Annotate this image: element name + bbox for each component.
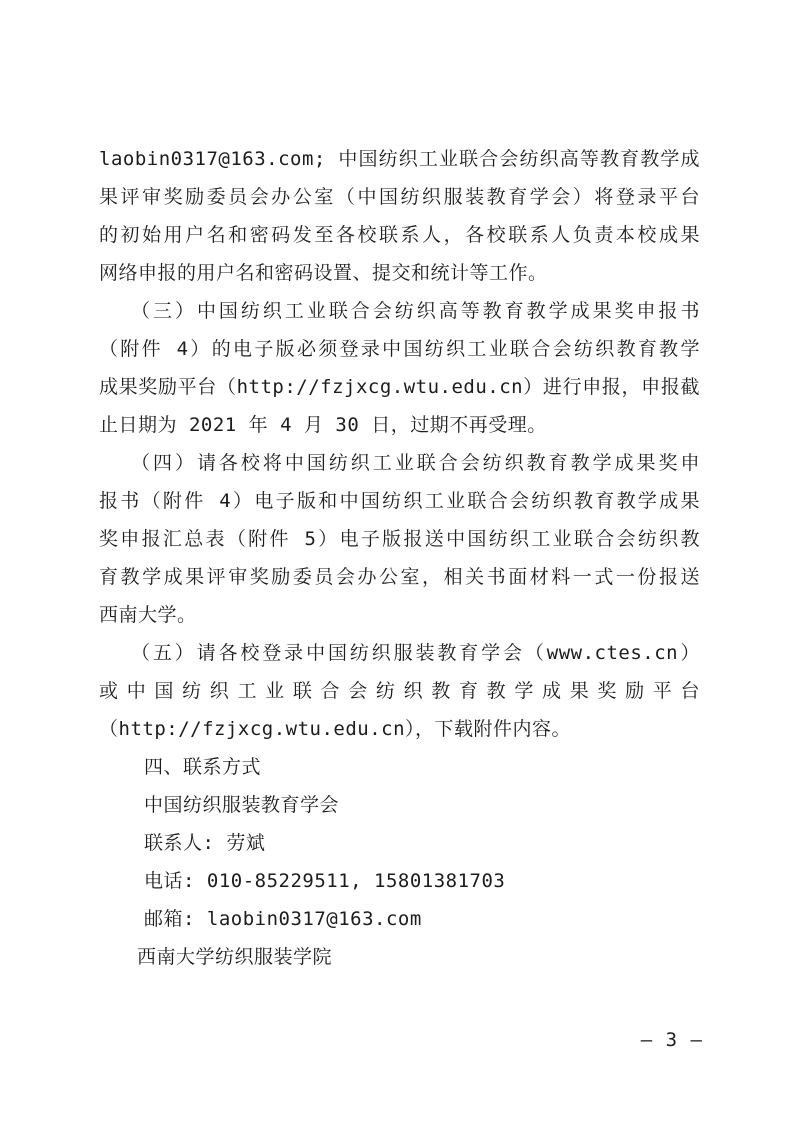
text-line: （附件 4）的电子版必须登录中国纺织工业联合会纺织教育教学 — [99, 338, 700, 360]
text-line: 果评审奖励委员会办公室（中国纺织服装教育学会）将登录平台 — [99, 186, 700, 208]
text-line: 或中国纺织工业联合会纺织教育教学成果奖励平台 — [99, 680, 700, 702]
page-number: — 3 — — [640, 1029, 703, 1051]
text-line: 西南大学纺织服装学院 — [137, 946, 333, 968]
text-line: （四）请各校将中国纺织工业联合会纺织教育教学成果奖申 — [131, 452, 700, 474]
text-line: 中国纺织服装教育学会 — [144, 794, 340, 816]
text-line: （http://fzjxcg.wtu.edu.cn），下载附件内容。 — [99, 718, 572, 740]
text-line: 成果奖励平台（http://fzjxcg.wtu.edu.cn）进行申报，申报截 — [99, 376, 700, 398]
text-line: 奖申报汇总表（附件 5）电子版报送中国纺织工业联合会纺织教 — [99, 528, 700, 550]
text-line: 西南大学。 — [99, 604, 197, 626]
contact-person: 联系人: 劳斌 — [144, 832, 266, 854]
text-line: laobin0317@163.com; 中国纺织工业联合会纺织高等教育教学成 — [99, 148, 700, 170]
document-body — [99, 140, 700, 976]
text-line: 的初始用户名和密码发至各校联系人，各校联系人负责本校成果 — [99, 224, 700, 246]
text-line: 育教学成果评审奖励委员会办公室，相关书面材料一式一份报送 — [99, 566, 700, 588]
contact-email: 邮箱: laobin0317@163.com — [144, 908, 422, 930]
text-line: 网络申报的用户名和密码设置、提交和统计等工作。 — [99, 262, 548, 284]
text-line: （三）中国纺织工业联合会纺织高等教育教学成果奖申报书 — [131, 300, 700, 322]
text-line: 止日期为 2021 年 4 月 30 日，过期不再受理。 — [99, 414, 547, 436]
text-line: 报书（附件 4）电子版和中国纺织工业联合会纺织教育教学成果 — [99, 490, 700, 512]
contact-phone: 电话: 010-85229511, 15801381703 — [144, 870, 506, 892]
section-heading: 四、联系方式 — [144, 756, 262, 778]
text-line: （五）请各校登录中国纺织服装教育学会（www.ctes.cn） — [131, 642, 700, 664]
